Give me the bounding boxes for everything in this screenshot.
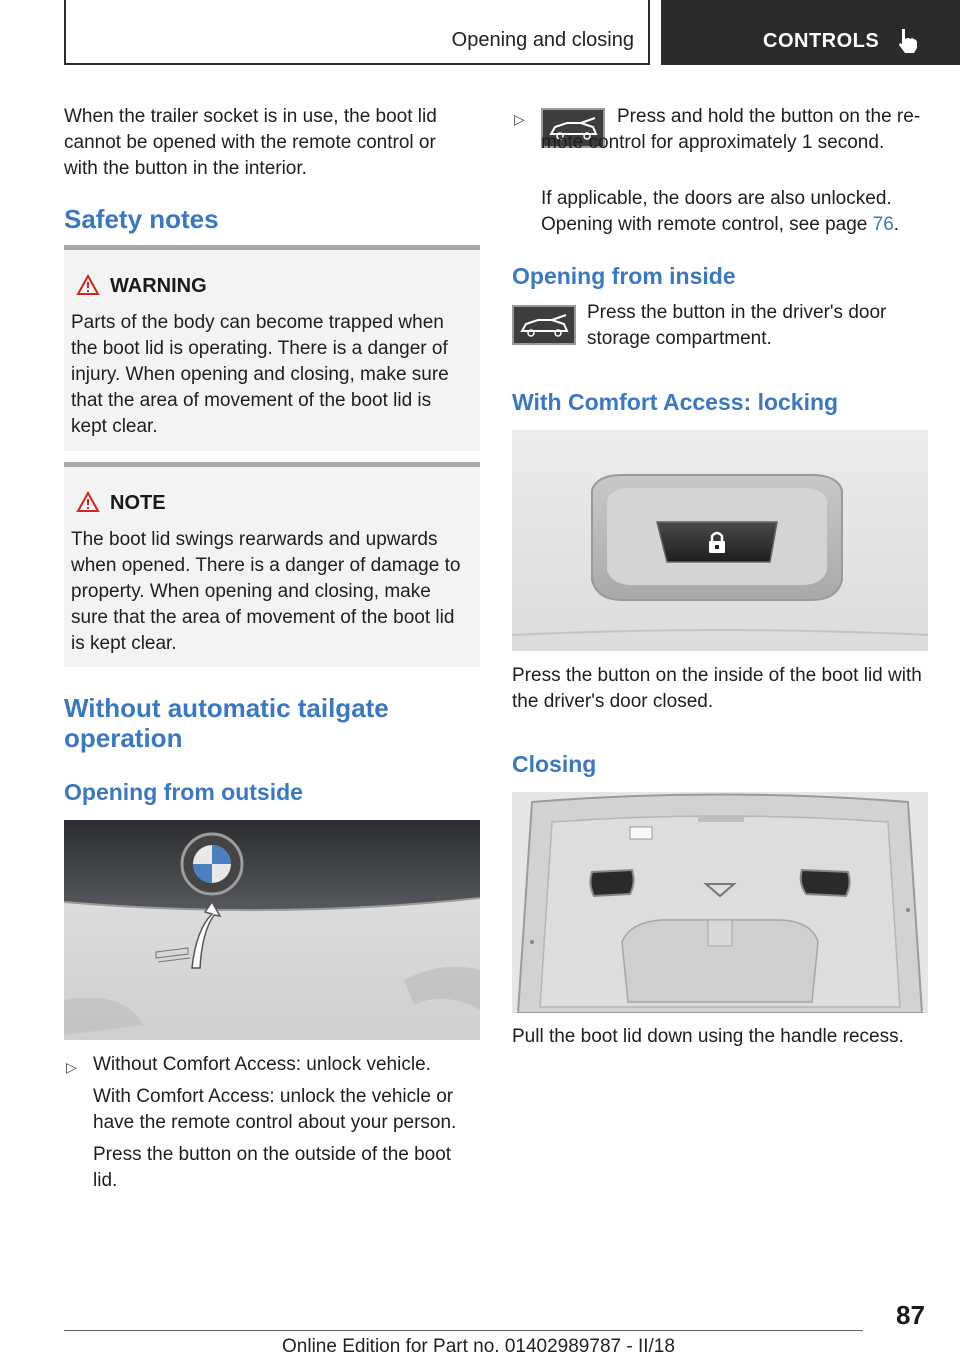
closing-heading: Closing [512, 751, 597, 777]
remote-text: Press and hold the button on the re-mote control for approximately 1 second. [541, 106, 921, 153]
bullet-marker: ▷ [66, 1059, 77, 1075]
pointing-hand-icon [896, 28, 920, 54]
note-text: The boot lid swings rearwards and upwards when opened. There is a danger of damage to property. When opening and closing, make sure that the area of movement of the boot lid is kept clear. [71, 529, 461, 654]
step-2: With Comfort Access: unlock the vehicle or have the remote control about your person. [93, 1086, 457, 1133]
step-1: Without Comfort Access: unlock vehicle. [93, 1054, 431, 1075]
footer-divider [64, 1330, 863, 1331]
footer-edition: Online Edition for Part no. 01402989787 - II/18 [282, 1336, 675, 1357]
remote-opening-text: Opening with remote control, see page [541, 214, 873, 235]
section-title: Opening and closing [451, 29, 634, 51]
boot-lid-outside-photo [64, 820, 480, 1040]
note-box [64, 462, 480, 667]
interior-boot-button-icon [512, 305, 576, 345]
warning-box [64, 245, 480, 451]
closing-text: Pull the boot lid down using the handle recess. [512, 1026, 904, 1047]
doors-text: If applicable, the doors are also unlocked. [541, 188, 892, 209]
opening-from-outside-heading: Opening from outside [64, 779, 303, 805]
warning-triangle-icon [76, 274, 100, 296]
page-number: 87 [896, 1300, 925, 1330]
page-ref-suffix: . [893, 214, 900, 235]
page-link[interactable]: 76 [872, 214, 894, 235]
warning-text: Parts of the body can become trapped when the boot lid is operating. There is a danger of injury. When opening and closing, make sure that the area of movement of the boot lid is kept clear. [71, 312, 449, 437]
comfort-text: Press the button on the inside of the boot lid with the driver's door closed. [512, 665, 922, 712]
car-boot-open-icon [514, 307, 574, 343]
doors-line [541, 186, 931, 238]
without-automatic-heading: Without automatic tailgate operation [64, 693, 389, 753]
comfort-access-locking-heading: With Comfort Access: locking [512, 389, 839, 415]
bullet-marker: ▷ [514, 111, 525, 127]
note-title: NOTE [110, 492, 166, 514]
step-3: Press the button on the outside of the boot lid. [93, 1144, 452, 1191]
warning-title: WARNING [110, 275, 207, 297]
warning-triangle-icon [76, 491, 100, 513]
safety-notes-heading: Safety notes [64, 204, 219, 234]
intro-paragraph: When the trailer socket is in use, the boot lid cannot be opened with the remote control or with the button in the interior. [64, 106, 437, 179]
inside-text: Press the button in the driver's door storage compartment. [587, 302, 887, 349]
header-section-tab [64, 0, 650, 65]
lock-button-photo [512, 430, 928, 651]
boot-lid-inside-photo [512, 792, 928, 1013]
chapter-title: CONTROLS [763, 30, 880, 52]
opening-from-inside-heading: Opening from inside [512, 263, 736, 289]
